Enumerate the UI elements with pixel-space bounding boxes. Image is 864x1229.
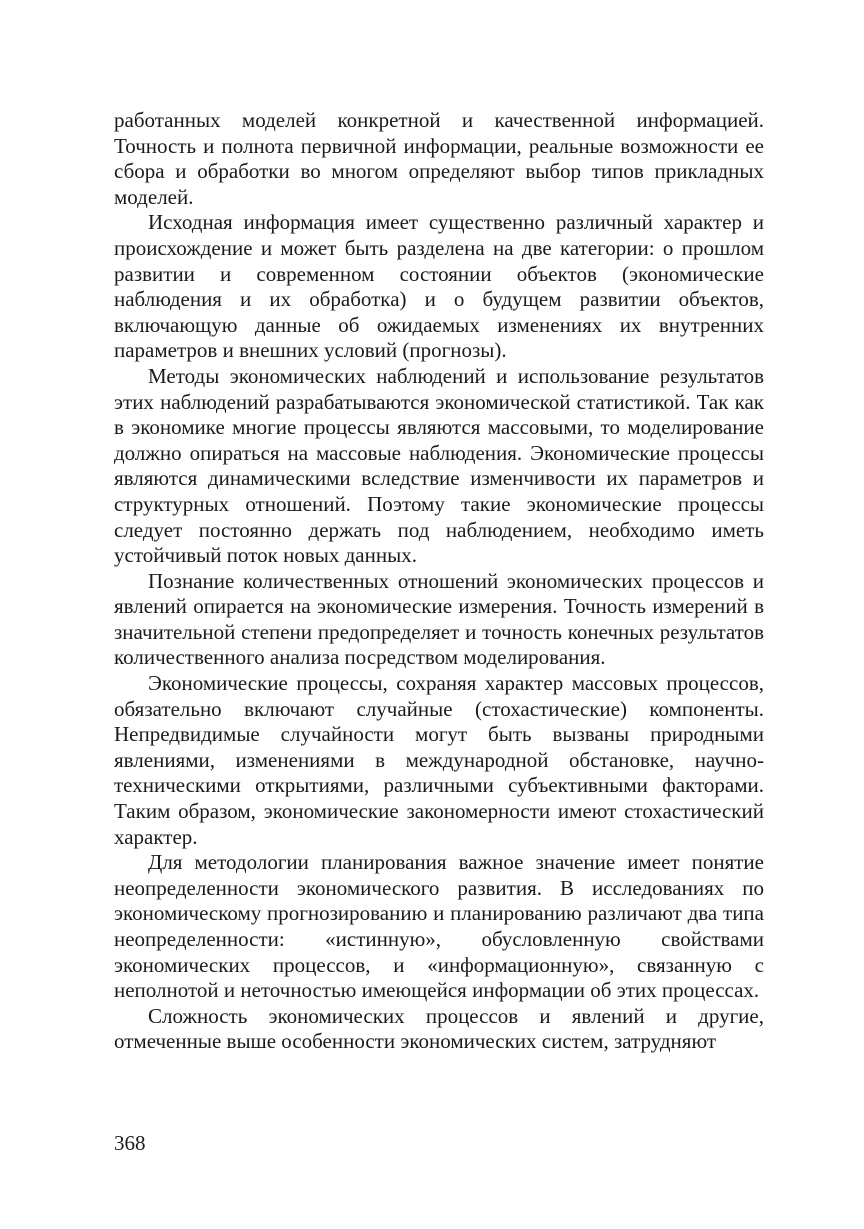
paragraph-6: Для методологии планирования важное значение имеет понятие неопределенности экономического развития. В исследованиях по экономическому прогнозированию и планированию различают два типа неопределенности: «истинную», обусловленную свойствами экономических процессов, и «информационную», связанную с неполнотой и неточностью имеющейся информации об этих процессах. [114,850,764,1003]
paragraph-4: Познание количественных отношений экономических процессов и явлений опирается на экономические измерения. Точность измерений в значительной степени предопределяет и точность конечных результатов количественного анализа посредством моделирования. [114,568,764,670]
paragraph-1: работанных моделей конкретной и качественной информацией. Точность и полнота первичной информации, реальные возможности ее сбора и обработки во многом определяют выбор типов прикладных моделей. [114,108,764,209]
paragraph-7: Сложность экономических процессов и явлений и другие, отмеченные выше особенности экономических систем, затрудняют [114,1003,764,1054]
paragraph-3: Методы экономических наблюдений и использование результатов этих наблюдений разрабатываются экономической статистикой. Так как в экономике многие процессы являются массовыми, то моделирование должно опираться на массовые наблюдения. Экономические процессы являются динамическими вследствие изменчивости их параметров и структурных отношений. Поэтому такие экономические процессы следует постоянно держать под наблюдением, необходимо иметь устойчивый поток новых данных. [114,363,764,568]
paragraph-2: Исходная информация имеет существенно различный характер и происхождение и может быть разделена на две категории: о прошлом развитии и современном состоянии объектов (экономические наблюдения и их обработка) и о будущем развитии объектов, включающую данные об ожидаемых изменениях их внутренних параметров и внешних условий (прогнозы). [114,210,764,363]
paragraph-5: Экономические процессы, сохраняя характер массовых процессов, обязательно включают случайные (стохастические) компоненты. Непредвидимые случайности могут быть вызваны природными явлениями, изменениями в международной обстановке, научно-техническими открытиями, различными субъективными факторами. Таким образом, экономические закономерности имеют стохастический характер. [114,671,764,849]
page-number: 368 [114,1131,146,1155]
page-body [114,108,764,1055]
